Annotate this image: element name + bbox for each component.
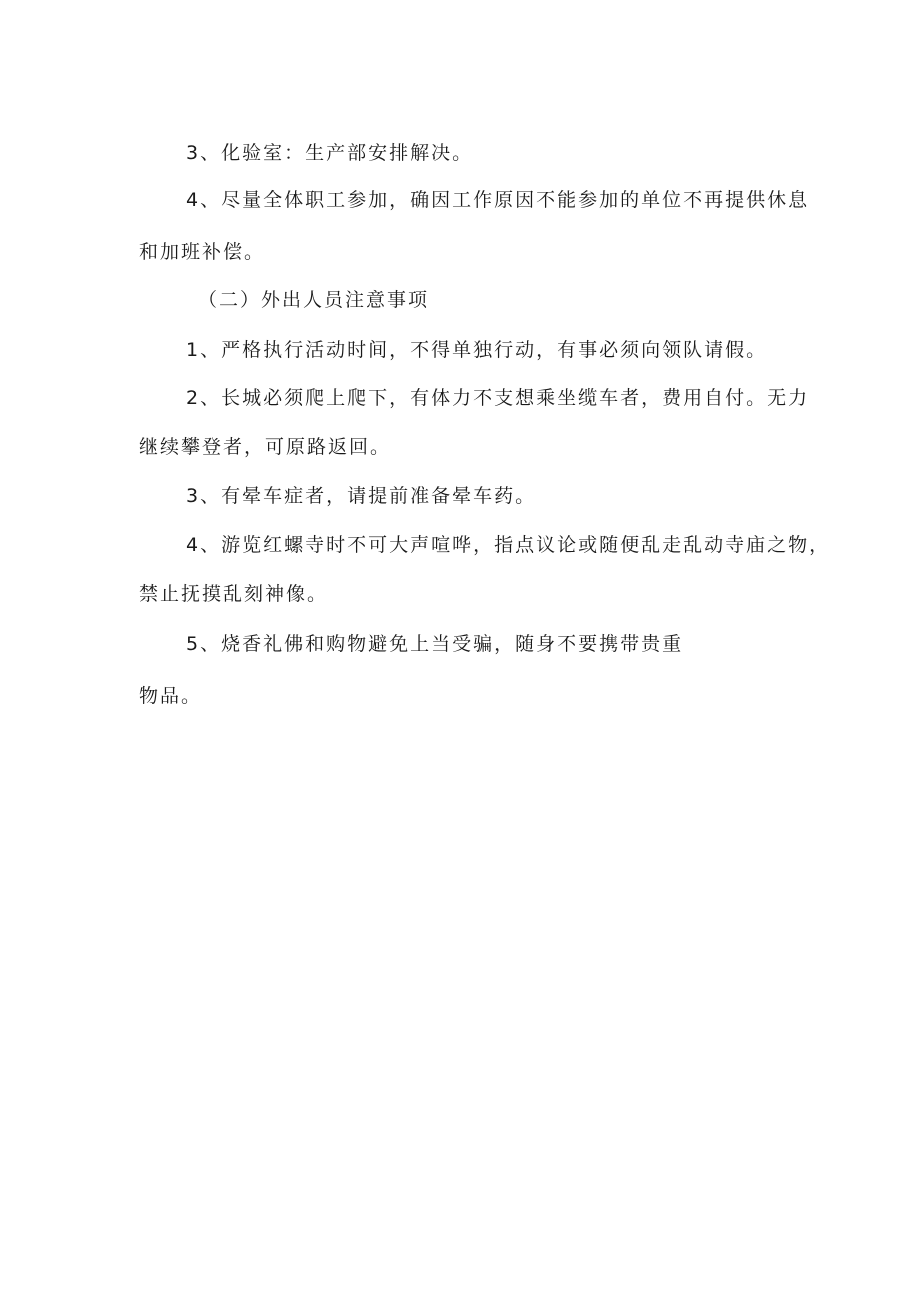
item-2-great-wall-cont: 继续攀登者，可原路返回。 [139,436,392,458]
item-4-participation: 4、尽量全体职工参加，确因工作原因不能参加的单位不再提供休息 [186,189,810,211]
item-4-temple-cont: 禁止抚摸乱刻神像。 [139,583,329,605]
item-3-motion-sickness: 3、有晕车症者，请提前准备晕车药。 [186,485,537,507]
item-5-shopping-cont: 物品。 [139,685,203,707]
item-1-schedule: 1、严格执行活动时间，不得单独行动，有事必须向领队请假。 [186,339,768,361]
item-3-lab: 3、化验室：生产部安排解决。 [186,142,474,164]
section-heading-travel-notes: （二）外出人员注意事项 [198,289,430,311]
item-2-great-wall: 2、长城必须爬上爬下，有体力不支想乘坐缆车者，费用自付。无力 [186,387,810,409]
item-4-participation-cont: 和加班补偿。 [139,241,266,263]
item-4-temple: 4、游览红螺寺时不可大声喧哗，指点议论或随便乱走乱动寺庙之物， [186,534,831,556]
item-5-shopping: 5、烧香礼佛和购物避免上当受骗，随身不要携带贵重 [186,633,684,655]
